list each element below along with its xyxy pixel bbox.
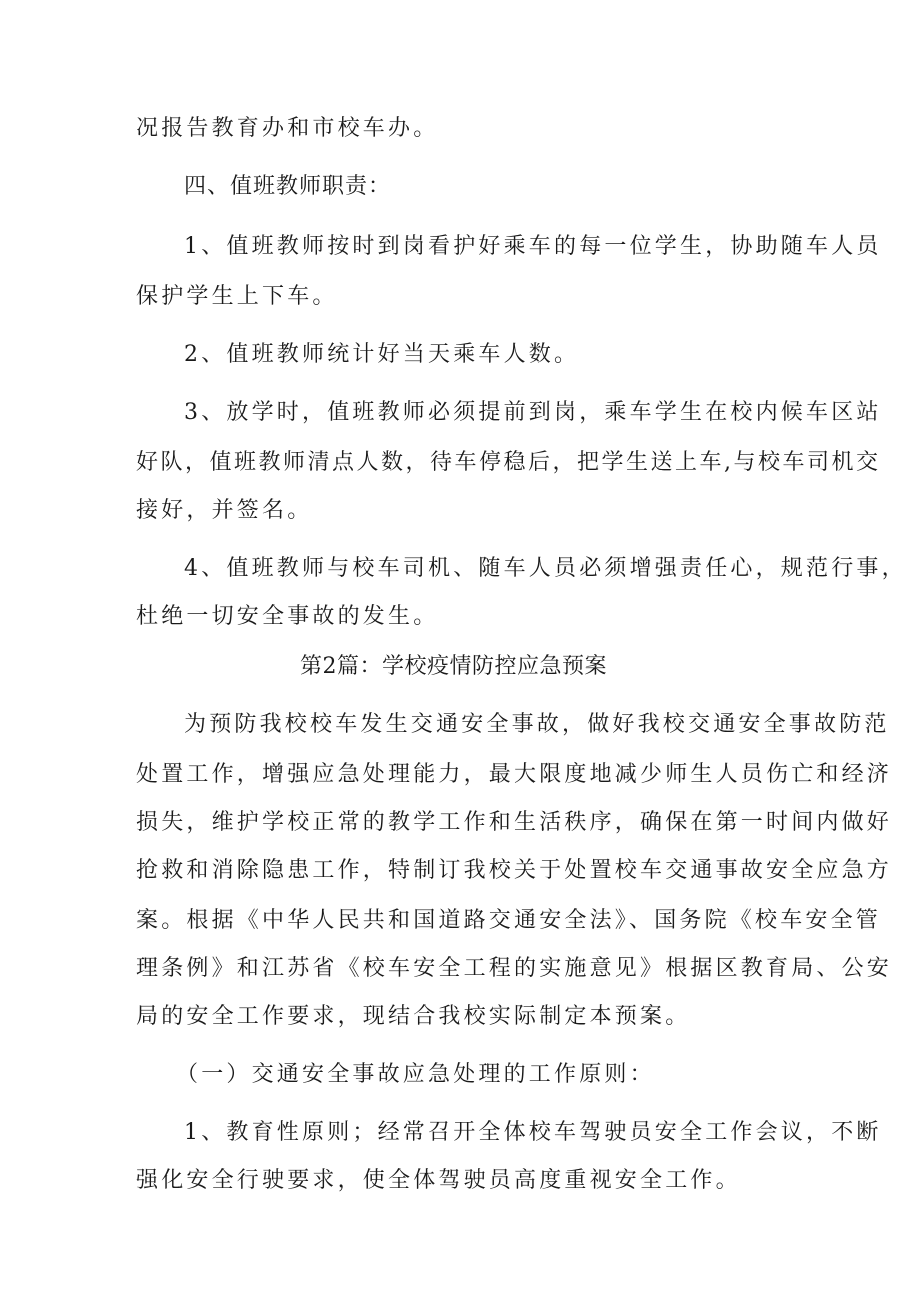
paragraph-line: 杜绝一切安全事故的发生。 <box>136 604 439 629</box>
paragraph-line: 好队，值班教师清点人数，待车停稳后，把学生送上车,与校车司机交 <box>136 450 881 475</box>
paragraph-line: 2、值班教师统计好当天乘车人数。 <box>184 342 580 367</box>
paragraph-line: 保护学生上下车。 <box>136 284 338 309</box>
paragraph-line: 为预防我校校车发生交通安全事故，做好我校交通安全事故防范 <box>184 712 890 737</box>
paragraph-line: 1、教育性原则；经常召开全体校车驾驶员安全工作会议，不断 <box>184 1120 882 1145</box>
section-heading-duty-teacher: 四、值班教师职责： <box>184 174 392 199</box>
paragraph-line: 1、值班教师按时到岗看护好乘车的每一位学生，协助随车人员 <box>184 234 882 259</box>
paragraph-line: 处置工作，增强应急处理能力，最大限度地减少师生人员伤亡和经济 <box>136 762 893 787</box>
article-title: 第2篇：学校疫情防控应急预案 <box>300 654 607 679</box>
paragraph-line: 况报告教育办和市校车办。 <box>136 116 439 141</box>
paragraph-line: 抢救和消除隐患工作，特制订我校关于处置校车交通事故安全应急方 <box>136 858 893 883</box>
paragraph-line: 理条例》和江苏省《校车安全工程的实施意见》根据区教育局、公安 <box>136 956 893 981</box>
paragraph-line: 3、放学时，值班教师必须提前到岗，乘车学生在校内候车区站 <box>184 400 882 425</box>
paragraph-line: 局的安全工作要求，现结合我校实际制定本预案。 <box>136 1004 691 1029</box>
subsection-heading-principles: （一）交通安全事故应急处理的工作原则： <box>176 1062 655 1087</box>
paragraph-line: 损失，维护学校正常的教学工作和生活秩序，确保在第一时间内做好 <box>136 810 893 835</box>
paragraph-line: 接好，并签名。 <box>136 498 313 523</box>
paragraph-line: 强化安全行驶要求，使全体驾驶员高度重视安全工作。 <box>136 1168 741 1193</box>
paragraph-line: 案。根据《中华人民共和国道路交通安全法》、国务院《校车安全管 <box>136 908 882 933</box>
paragraph-line: 4、值班教师与校车司机、随车人员必须增强责任心，规范行事， <box>184 556 907 581</box>
